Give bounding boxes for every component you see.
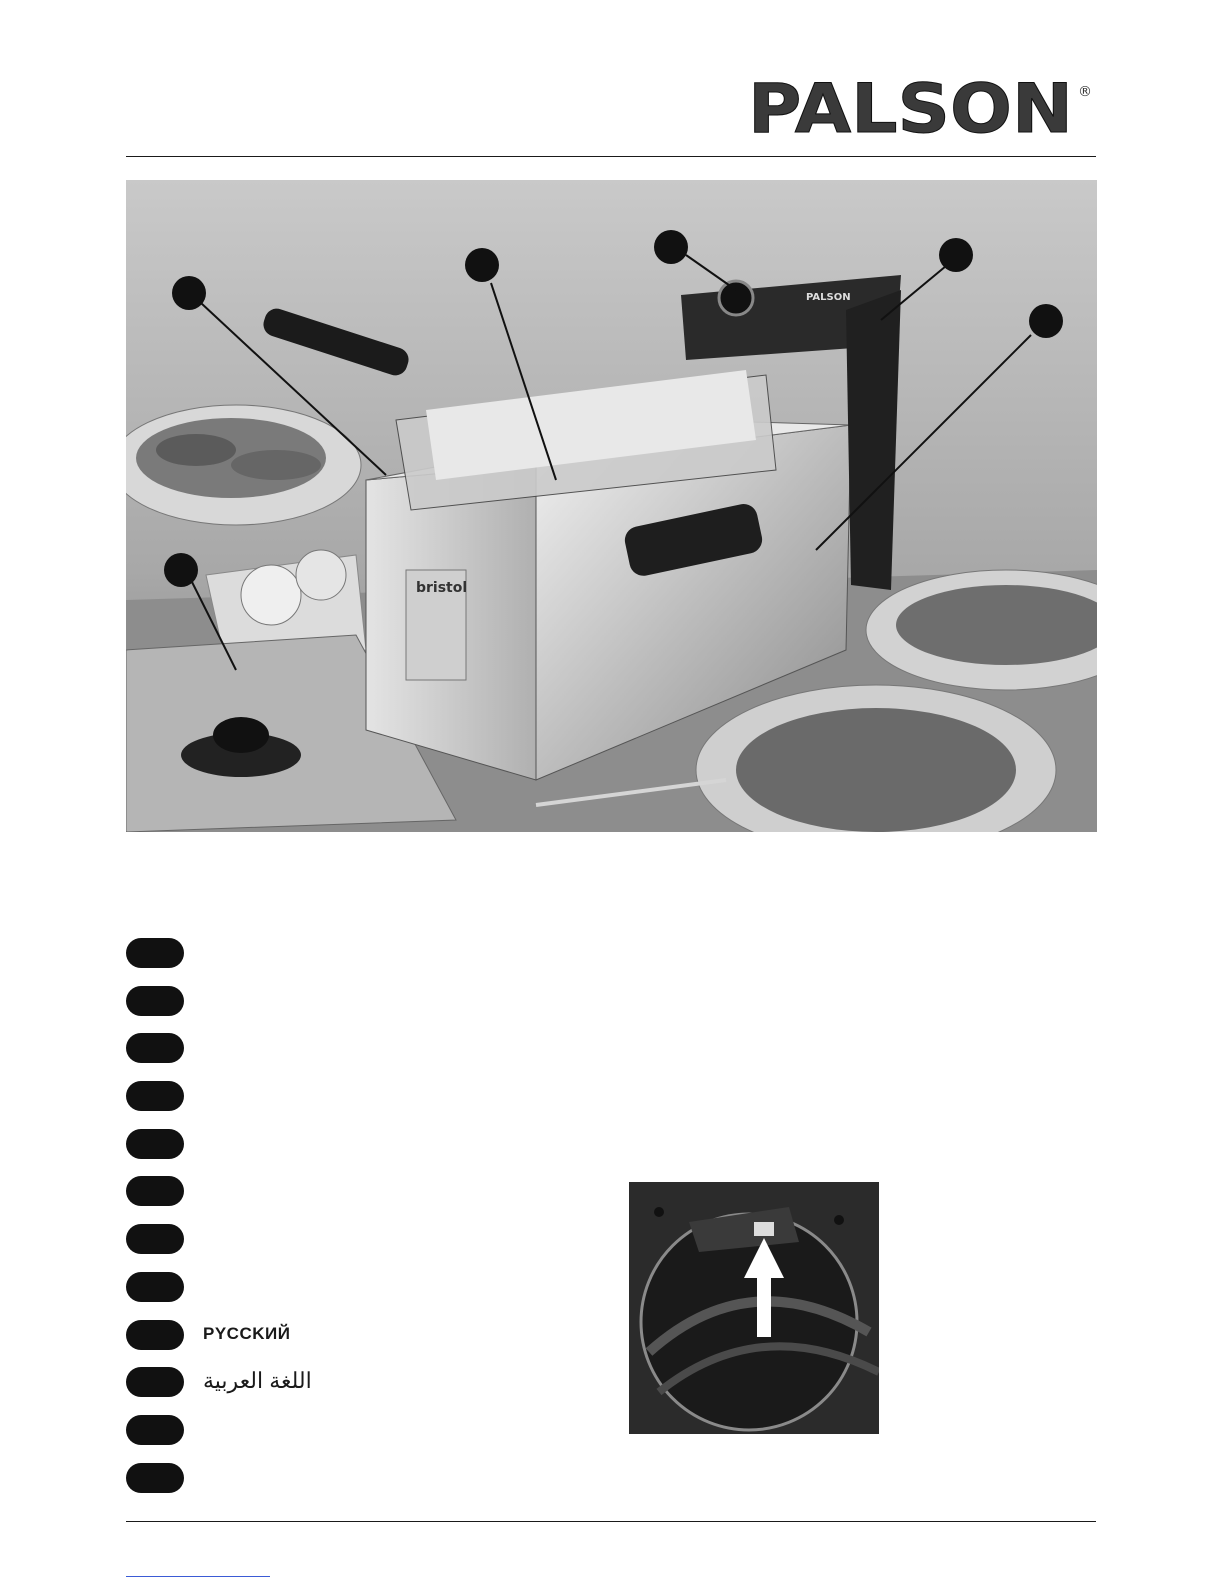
language-marker-8[interactable] xyxy=(126,1272,184,1302)
language-marker-4[interactable] xyxy=(126,1081,184,1111)
language-label-russian: PYCCKИЙ xyxy=(203,1324,291,1343)
language-marker-6[interactable] xyxy=(126,1176,184,1206)
reset-button-detail xyxy=(629,1182,879,1434)
panel-brand: PALSON xyxy=(806,292,851,303)
language-marker-7[interactable] xyxy=(126,1224,184,1254)
food-plate-left xyxy=(126,405,361,525)
footer-divider xyxy=(126,1521,1096,1522)
brand-name: PALSON xyxy=(748,78,1073,138)
language-marker-russian[interactable] xyxy=(126,1320,184,1350)
deep-fryer-illustration xyxy=(126,180,1097,832)
registered-mark: ® xyxy=(1078,84,1092,100)
footer-link-underline[interactable] xyxy=(126,1576,270,1577)
product-photo xyxy=(126,180,1097,832)
language-marker-5[interactable] xyxy=(126,1129,184,1159)
language-marker-2[interactable] xyxy=(126,986,184,1016)
header-divider xyxy=(126,156,1096,157)
palson-logo xyxy=(748,78,1093,138)
language-marker-arabic[interactable] xyxy=(126,1367,184,1397)
language-marker-3[interactable] xyxy=(126,1033,184,1063)
language-label-arabic: اللغة العربية xyxy=(203,1368,312,1393)
detail-photo xyxy=(629,1182,879,1434)
language-marker-1[interactable] xyxy=(126,938,184,968)
language-marker-12[interactable] xyxy=(126,1463,184,1493)
palson-wordmark xyxy=(748,78,1093,138)
language-marker-11[interactable] xyxy=(126,1415,184,1445)
product-label: bristol xyxy=(416,580,468,596)
